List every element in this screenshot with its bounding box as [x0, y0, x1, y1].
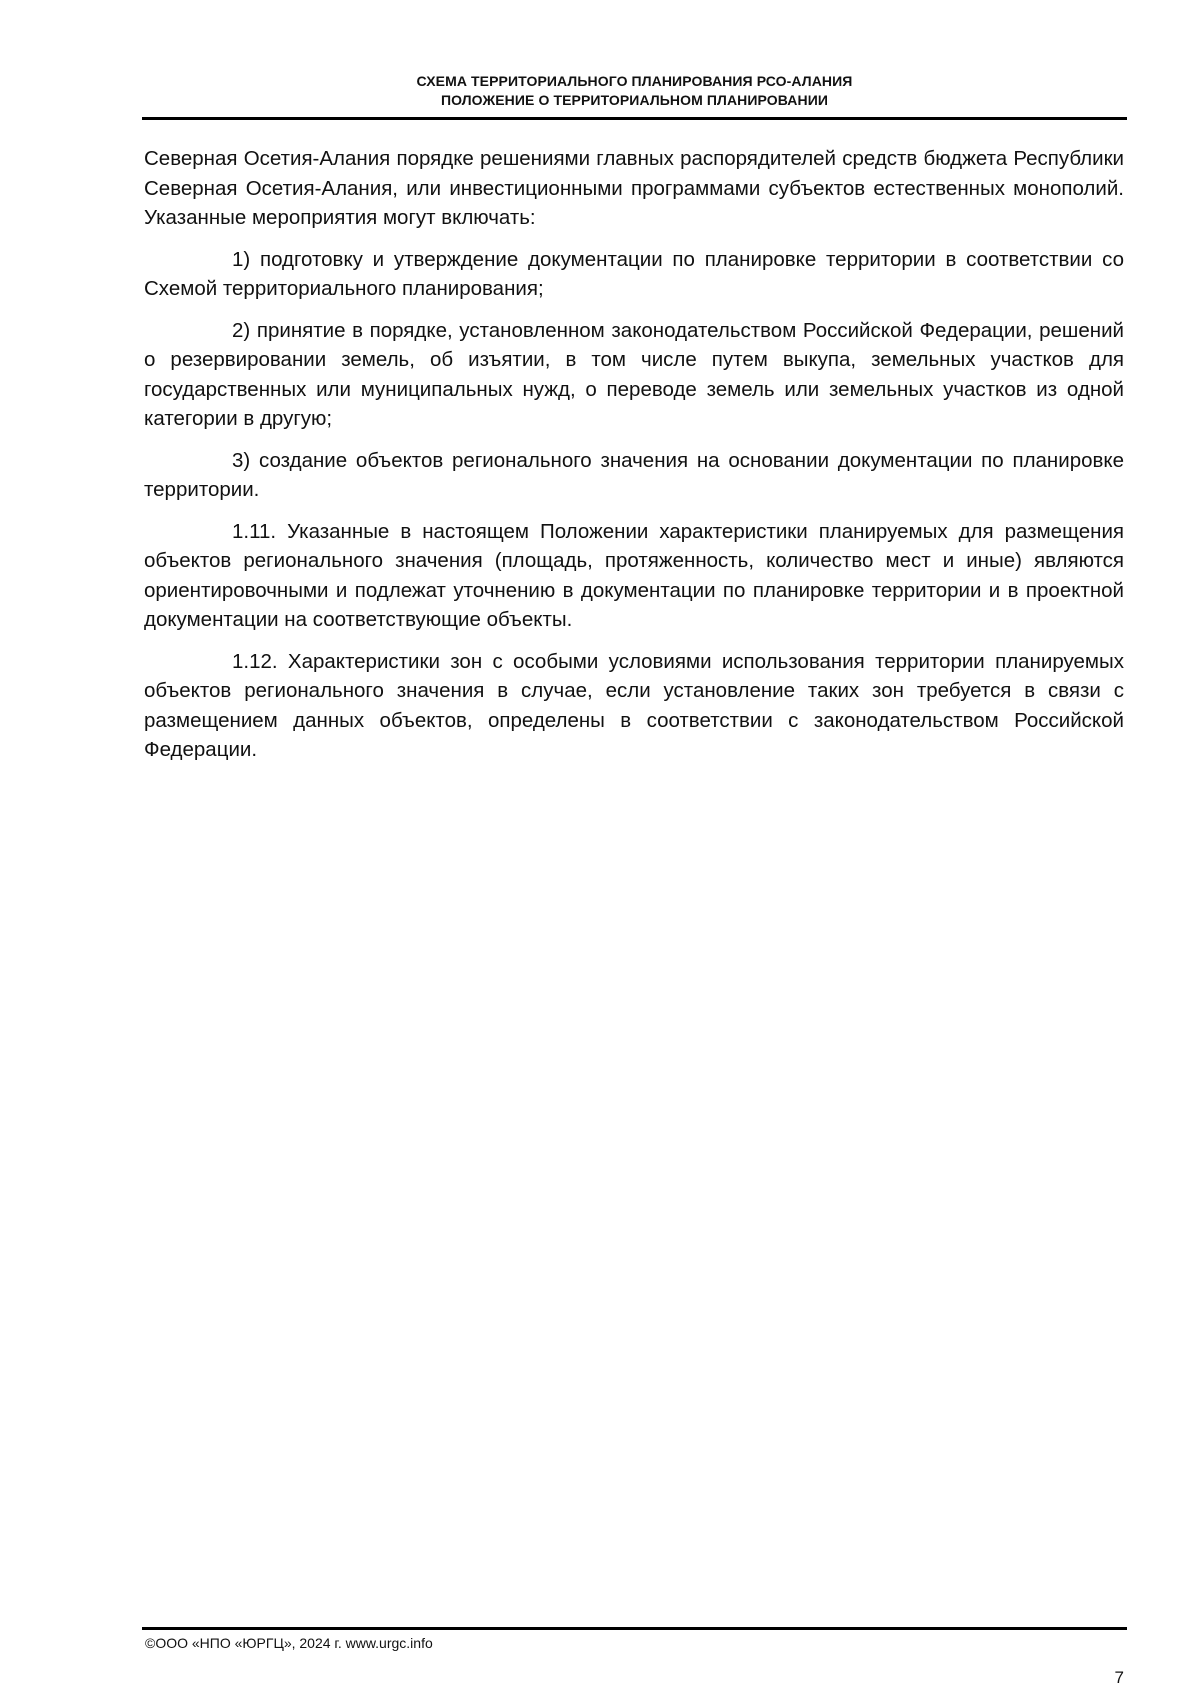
- header-divider: [142, 117, 1127, 120]
- document-body: [144, 144, 1124, 777]
- list-item-3: 3) создание объектов регионального значения на основании документации по планировке территории.: [144, 448, 1124, 501]
- clause-1-12: 1.12. Характеристики зон с особыми условиями использования территории планируемых объектов регионального значения в случае, если установление таких зон требуется в связи с размещением данных объектов, определены в соответствии с законодательством Российской Федерации.: [144, 649, 1124, 761]
- list-item-2: 2) принятие в порядке, установленном законодательством Российской Федерации, решений о резервировании земель, об изъятии, в том числе путем выкупа, земельных участков для государственных или муниципальных нужд, о переводе земель или земельных участков из одной категории в другую;: [144, 318, 1124, 430]
- header-title-line-1: СХЕМА ТЕРРИТОРИАЛЬНОГО ПЛАНИРОВАНИЯ РСО-АЛАНИЯ: [416, 73, 853, 89]
- paragraph-continuation: Северная Осетия-Алания порядке решениями главных распорядителей средств бюджета Республики Северная Осетия-Алания, или инвестиционными программами субъектов естественных монополий. Указанные мероприятия могут включать:: [144, 147, 1124, 229]
- header-title-line-2: ПОЛОЖЕНИЕ О ТЕРРИТОРИАЛЬНОМ ПЛАНИРОВАНИИ: [440, 92, 829, 108]
- footer-divider: [142, 1627, 1127, 1630]
- footer-copyright: ©ООО «НПО «ЮРГЦ», 2024 г. www.urgc.info: [145, 1635, 433, 1651]
- page-header: [142, 72, 1127, 110]
- list-item-1: 1) подготовку и утверждение документации по планировке территории в соответствии со Схемой территориального планирования;: [144, 247, 1124, 300]
- clause-1-11: 1.11. Указанные в настоящем Положении характеристики планируемых для размещения объектов регионального значения (площадь, протяженность, количество мест и иные) являются ориентировочными и подлежат уточнению в документации по планировке территории и в проектной документации на соответствующие объекты.: [144, 519, 1124, 631]
- page-number: 7: [1114, 1668, 1124, 1687]
